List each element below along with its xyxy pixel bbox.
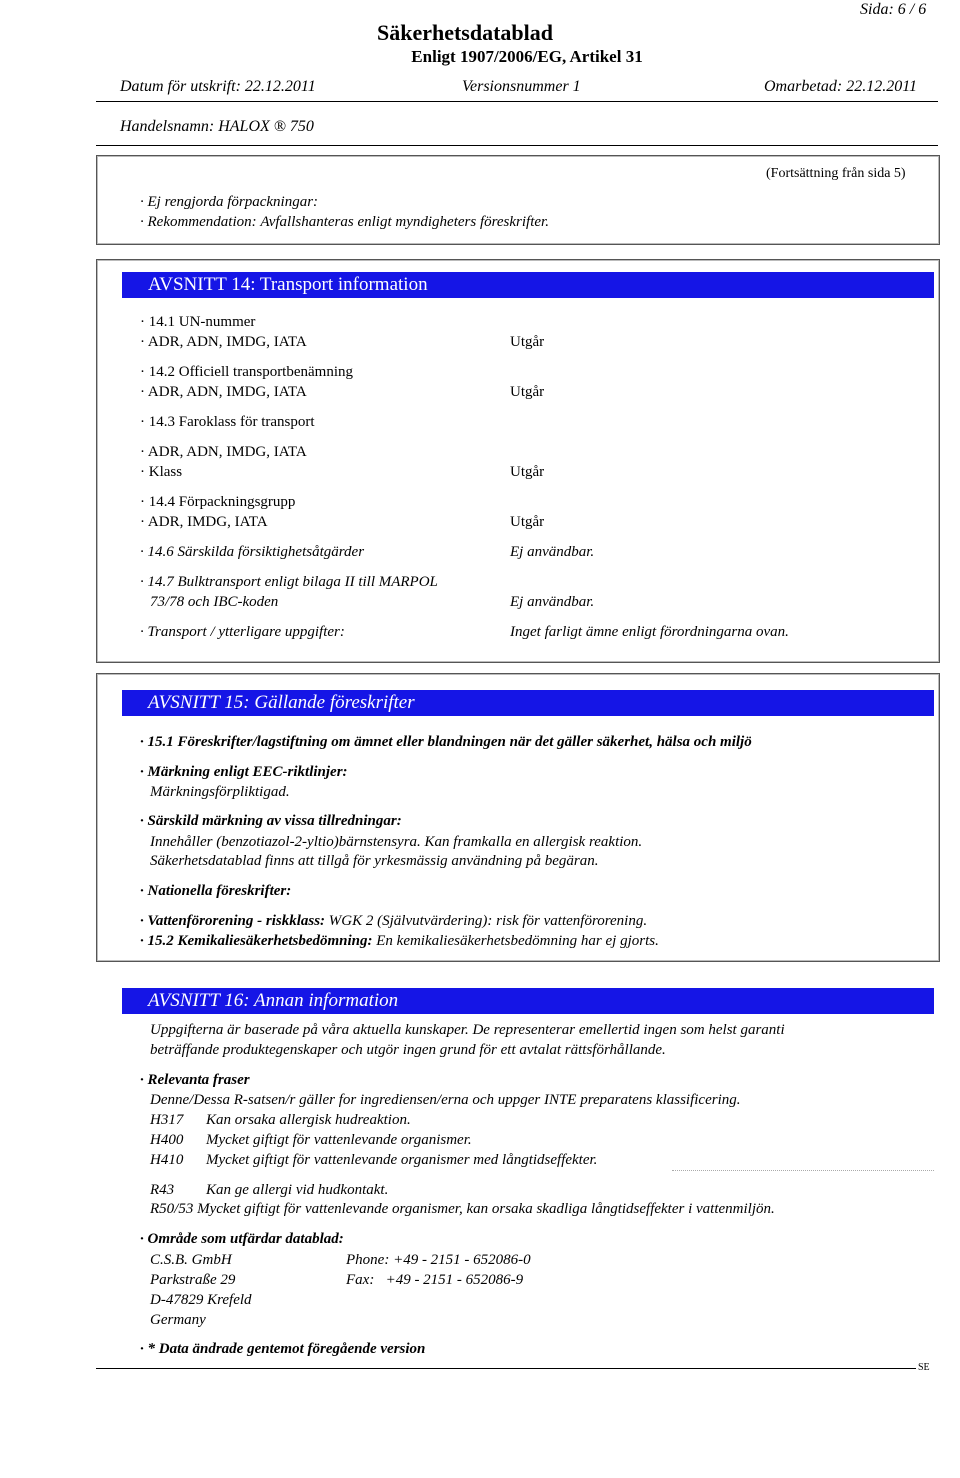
national-regulations-label: · Nationella föreskrifter:: [140, 883, 292, 899]
water-hazard-value: WGK 2 (Självutvärdering): risk för vattenförorening.: [328, 913, 648, 929]
print-date: Datum för utskrift: 22.12.2011: [120, 78, 316, 95]
un-number-label: · 14.1 UN-nummer: [140, 314, 256, 330]
uncleaned-packaging-label: · Ej rengjorda förpackningar:: [140, 194, 319, 210]
regulations-label: · 15.1 Föreskrifter/lagstiftning om ämnet eller blandningen när det gäller säkerhet, hälsa och miljö: [140, 734, 752, 750]
document-title: Säkerhetsdatablad: [376, 20, 554, 45]
special-labelling-label: · Särskild märkning av vissa tillredningar:: [140, 813, 402, 829]
un-modes: · ADR, ADN, IMDG, IATA: [140, 334, 307, 350]
csa-value: En kemikaliesäkerhetsbedömning har ej gjorts.: [376, 933, 659, 949]
company-name: C.S.B. GmbH: [150, 1252, 232, 1268]
packing-group-value: Utgår: [510, 514, 545, 530]
water-hazard-row: [140, 911, 647, 931]
company-phone: Phone: +49 - 2151 - 652086-0: [346, 1252, 531, 1268]
section-15-title: AVSNITT 15: Gällande föreskrifter: [122, 690, 934, 716]
csa-row: [140, 931, 659, 951]
version-number: Versionsnummer 1: [462, 78, 581, 95]
proper-name-value: Utgår: [510, 384, 545, 400]
continuation-note: (Fortsättning från sida 5): [766, 166, 906, 181]
eec-value: Märkningsförpliktigad.: [150, 784, 290, 800]
h317-code: H317: [150, 1112, 184, 1128]
h410-code: H410: [150, 1152, 184, 1168]
h410-text: Mycket giftigt för vattenlevande organismer med långtidseffekter.: [206, 1152, 598, 1168]
hazard-class-value: Utgår: [510, 464, 545, 480]
bulk-transport-label-2: 73/78 och IBC-koden: [150, 594, 279, 610]
section-16-title: AVSNITT 16: Annan information: [122, 988, 934, 1014]
h400-text: Mycket giftigt för vattenlevande organismer.: [206, 1132, 472, 1148]
special-precautions-label: · 14.6 Särskilda försiktighetsåtgärder: [140, 544, 365, 560]
csa-label: · 15.2 Kemikaliesäkerhetsbedömning:: [140, 933, 373, 949]
intro-line-2: beträffande produktegenskaper och utgör ingen grund för ett avtalat rättsförhållande.: [150, 1042, 666, 1058]
company-city: D-47829 Krefeld: [150, 1292, 252, 1308]
special-precautions-value: Ej användbar.: [510, 544, 595, 560]
company-street: Parkstraße 29: [150, 1272, 236, 1288]
bulk-transport-label: · 14.7 Bulktransport enligt bilaga II till MARPOL: [140, 574, 438, 590]
proper-name-modes: · ADR, ADN, IMDG, IATA: [140, 384, 307, 400]
un-value: Utgår: [510, 334, 545, 350]
language-code: SE: [918, 1362, 930, 1373]
hazard-class-klass: · Klass: [140, 464, 183, 480]
transport-extra-value: Inget farligt ämne enligt förordningarna ovan.: [510, 624, 789, 640]
header-divider: [96, 101, 938, 102]
section-14-title: AVSNITT 14: Transport information: [122, 272, 934, 298]
special-labelling-line-2: Säkerhetsdatablad finns att tillgå för yrkesmässig användning på begäran.: [150, 853, 599, 869]
changed-data-note: · * Data ändrade gentemot föregående version: [140, 1341, 426, 1357]
bulk-transport-value: Ej användbar.: [510, 594, 595, 610]
special-labelling-line-1: Innehåller (benzotiazol-2-yltio)bärnstensyra. Kan framkalla en allergisk reaktion.: [150, 834, 643, 850]
recommendation-value: Avfallshanteras enligt myndigheters föreskrifter.: [260, 214, 549, 230]
packing-group-label: · 14.4 Förpackningsgrupp: [140, 494, 296, 510]
document-subtitle: Enligt 1907/2006/EG, Artikel 31: [411, 47, 643, 66]
company-country: Germany: [150, 1312, 206, 1328]
eec-label: · Märkning enligt EEC-riktlinjer:: [140, 764, 348, 780]
phrases-intro: Denne/Dessa R-satsen/r gäller for ingrediensen/erna och uppger INTE preparatens klassificering.: [150, 1092, 741, 1108]
r43-text: Kan ge allergi vid hudkontakt.: [206, 1182, 389, 1198]
company-fax: Fax: +49 - 2151 - 652086-9: [346, 1272, 524, 1288]
packing-group-modes: · ADR, IMDG, IATA: [140, 514, 268, 530]
relevant-phrases-label: · Relevanta fraser: [140, 1072, 250, 1088]
h400-code: H400: [150, 1132, 184, 1148]
issuer-label: · Område som utfärdar datablad:: [140, 1231, 344, 1247]
footer-divider-left: [96, 1368, 916, 1369]
page-number: Sida: 6 / 6: [860, 1, 927, 18]
recommendation-label: · Rekommendation:: [140, 214, 257, 230]
hazard-class-modes: · ADR, ADN, IMDG, IATA: [140, 444, 307, 460]
transport-extra-label: · Transport / ytterligare uppgifter:: [140, 624, 345, 640]
r43-code: R43: [150, 1182, 175, 1198]
hazard-class-label: · 14.3 Faroklass för transport: [140, 414, 315, 430]
h317-text: Kan orsaka allergisk hudreaktion.: [206, 1112, 411, 1128]
trade-name: Handelsnamn: HALOX ® 750: [120, 118, 314, 135]
proper-name-label: · 14.2 Officiell transportbenämning: [140, 364, 354, 380]
header-divider-2: [96, 145, 938, 146]
dotted-separator: [672, 1170, 934, 1171]
recommendation-row: [140, 212, 549, 232]
r5053-text: R50/53 Mycket giftigt för vattenlevande organismer, kan orsaka skadliga långtidseffekter i vattenmiljön.: [150, 1201, 775, 1217]
intro-line-1: Uppgifterna är baserade på våra aktuella kunskaper. De representerar emellertid ingen som helst garanti: [150, 1022, 785, 1038]
water-hazard-label: · Vattenförorening - riskklass:: [140, 913, 326, 929]
revised-date: Omarbetad: 22.12.2011: [764, 78, 918, 95]
